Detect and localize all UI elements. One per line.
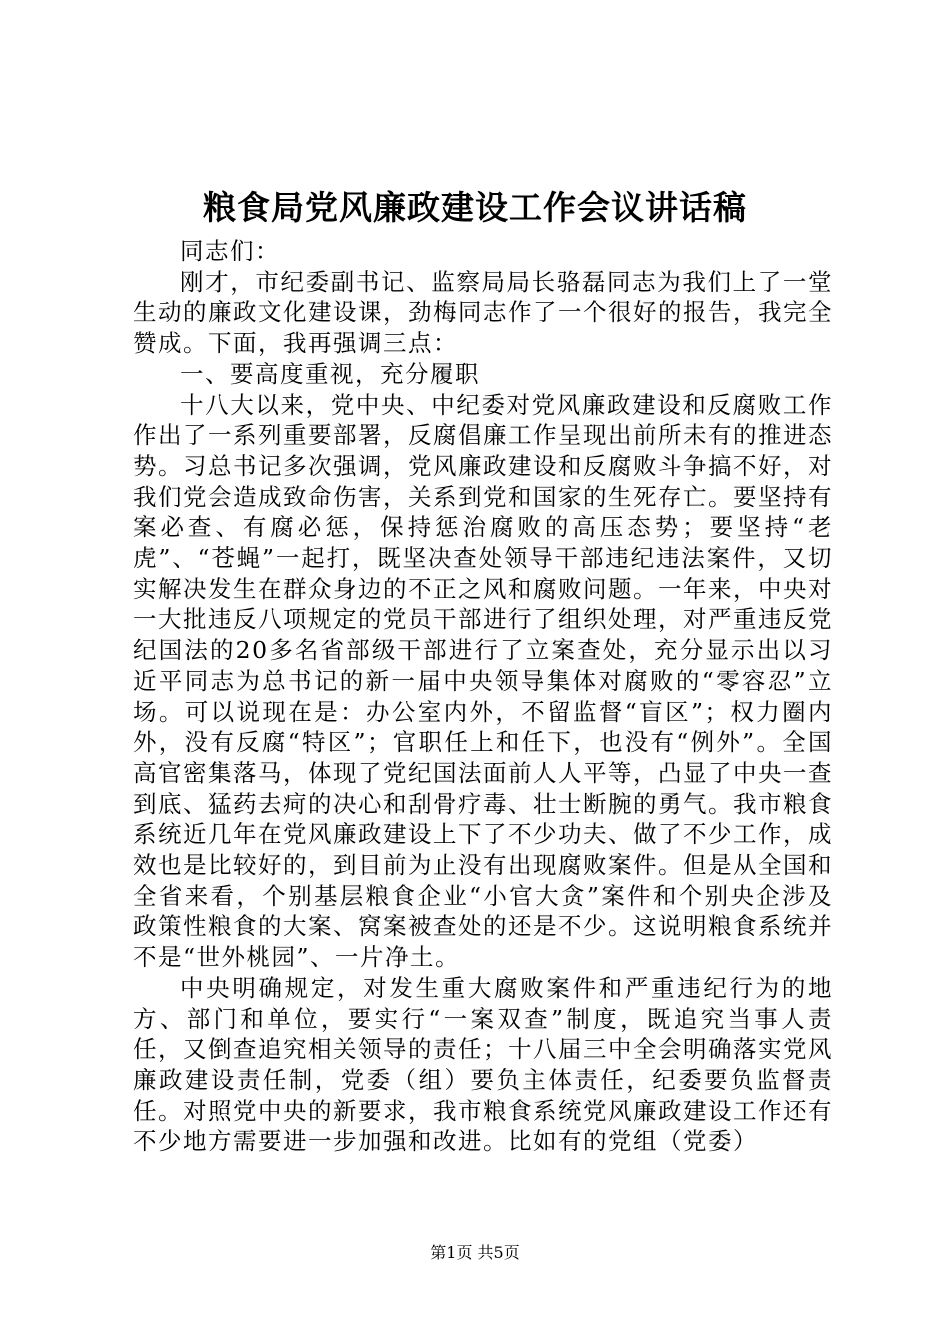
salutation-paragraph: 同志们： [180,237,280,265]
intro-paragraph: 刚才，市纪委副书记、监察局局长骆磊同志为我们上了一堂生动的廉政文化建设课，劲梅同志作了一个很好的报告，我完全赞成。下面，我再强调三点： [133,267,833,358]
section-heading: 一、要高度重视，充分履职 [180,359,480,388]
page-indicator: 第1页 共5页 [430,1243,520,1262]
document-body [133,236,833,1157]
body-paragraph: 中央明确规定，对发生重大腐败案件和严重违纪行为的地方、部门和单位，要实行“一案双查”制度，既追究当事人责任，又倒查追究相关领导的责任；十八届三中全会明确落实党风廉政建设责任制，党委（组）要负主体责任，纪委要负监督责任。对照党中央的新要求，我市粮食系统党风廉政建设工作还有不少地方需要进一步加强和改进。比如有的党组（党委） [133,973,833,1156]
body-paragraph: 十八大以来，党中央、中纪委对党风廉政建设和反腐败工作作出了一系列重要部署，反腐倡廉工作呈现出前所未有的推进态势。习总书记多次强调，党风廉政建设和反腐败斗争搞不好，对我们党会造成致命伤害，关系到党和国家的生死存亡。要坚持有案必查、有腐必惩，保持惩治腐败的高压态势；要坚持“老虎”、“苍蝇”一起打，既坚决查处领导干部违纪违法案件，又切实解决发生在群众身边的不正之风和腐败问题。一年来，中央对一大批违反八项规定的党员干部进行了组织处理，对严重违反党纪国法的20多名省部级干部进行了立案查处，充分显示出以习近平同志为总书记的新一届中央领导集体对腐败的“零容忍”立场。可以说现在是：办公室内外，不留监督“盲区”；权力圈内外，没有反腐“特区”；官职任上和任下，也没有“例外”。全国高官密集落马，体现了党纪国法面前人人平等，凸显了中央一查到底、猛药去疴的决心和刮骨疗毒、壮士断腕的勇气。我市粮食系统近几年在党风廉政建设上下了不少功夫、做了不少工作，成效也是比较好的，到目前为止没有出现腐败案件。但是从全国和全省来看，个别基层粮食企业“小官大贪”案件和个别央企涉及政策性粮食的大案、窝案被查处的还是不少。这说明粮食系统并不是“世外桃园”、一片净土。 [133,390,833,972]
document-title: 粮食局党风廉政建设工作会议讲话稿 [203,188,747,227]
